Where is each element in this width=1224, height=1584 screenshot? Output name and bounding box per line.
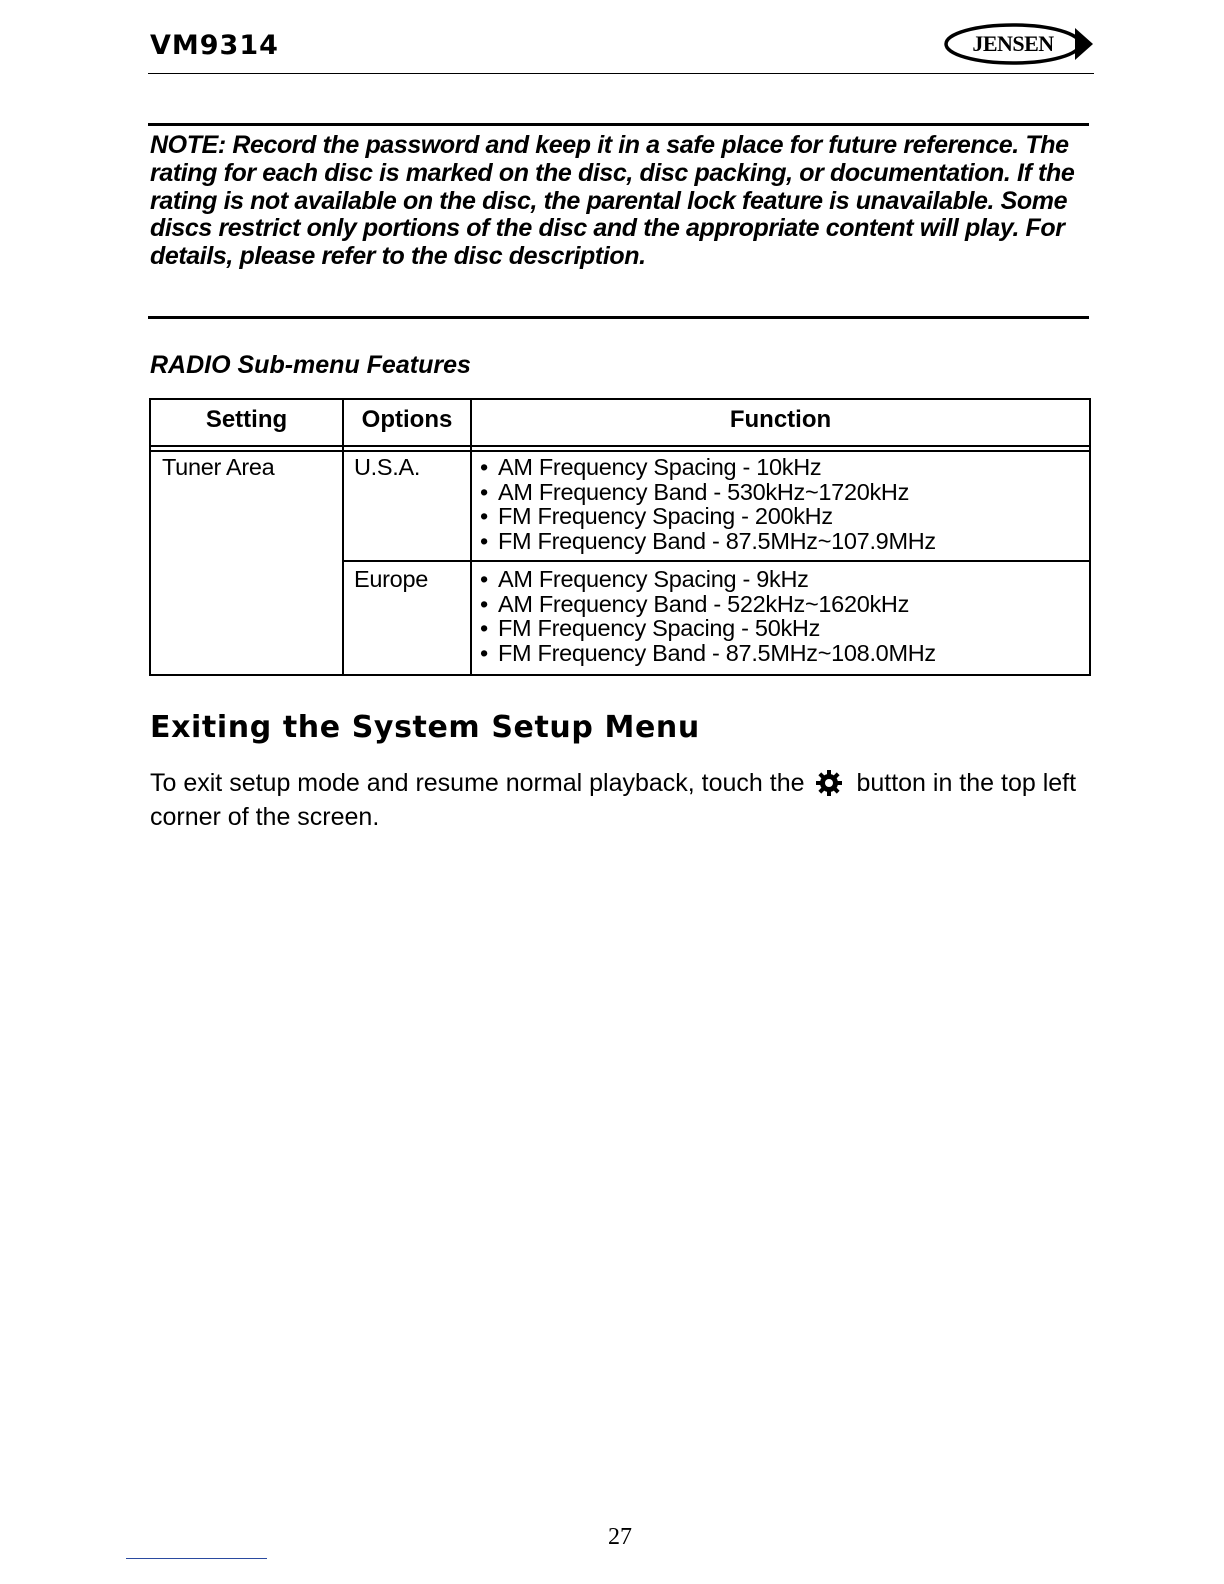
table-header-rule-2 xyxy=(149,450,1091,452)
list-item: • FM Frequency Band - 87.5MHz~107.9MHz xyxy=(480,527,936,554)
list-item: • FM Frequency Spacing - 50kHz xyxy=(480,615,821,641)
table-col-sep-1 xyxy=(342,398,344,676)
jensen-logo-text: JENSEN xyxy=(972,31,1054,56)
table-col-sep-2 xyxy=(470,398,472,676)
radio-submenu-title: RADIO Sub-menu Features xyxy=(150,351,471,379)
gear-icon xyxy=(815,769,843,797)
setting-tuner-area: Tuner Area xyxy=(162,454,275,480)
table-header-rule-1 xyxy=(149,445,1091,447)
footer-divider xyxy=(126,1558,267,1559)
list-item: • FM Frequency Band - 87.5MHz~108.0MHz xyxy=(480,639,936,666)
table-border-bottom xyxy=(149,674,1091,676)
table-header-options: Options xyxy=(361,406,453,433)
list-item: • AM Frequency Spacing - 9kHz xyxy=(480,566,809,592)
table-header-function: Function xyxy=(729,406,832,433)
list-item: • FM Frequency Spacing - 200kHz xyxy=(480,503,833,529)
list-item: • AM Frequency Spacing - 10kHz xyxy=(480,454,822,480)
table-border-right xyxy=(1089,398,1091,676)
note-text: NOTE: Record the password and keep it in a safe place for future reference. The rating for each disc is marked on the disc, disc packing, or documentation. If the rating is not available on the disc, the parental lock feature is unavailable. Some discs restrict only portions of the disc and the appropriate content will play. For details, please refer to the disc description. xyxy=(150,131,1075,271)
table-row-sep xyxy=(342,560,1091,562)
function-list-europe xyxy=(480,567,936,665)
table-border-top xyxy=(149,398,1091,400)
exit-text-after: button in the top left corner of the screen. xyxy=(150,769,1077,831)
table-border-left xyxy=(149,398,151,676)
page-number: 27 xyxy=(608,1524,632,1550)
list-item: • AM Frequency Band - 522kHz~1620kHz xyxy=(480,590,910,617)
option-europe: Europe xyxy=(354,566,428,592)
table-header-setting: Setting xyxy=(205,406,288,433)
radio-features-table xyxy=(149,398,1091,676)
list-item: • AM Frequency Band - 530kHz~1720kHz xyxy=(480,478,910,505)
note-bottom-rule xyxy=(148,316,1089,319)
function-list-usa xyxy=(480,455,936,553)
exit-text-before: To exit setup mode and resume normal playback, touch the xyxy=(150,769,805,797)
model-name: VM9314 xyxy=(150,30,279,61)
note-top-rule xyxy=(148,123,1089,126)
section-title-exit: Exiting the System Setup Menu xyxy=(150,710,700,745)
exit-instructions xyxy=(150,766,1095,834)
option-usa: U.S.A. xyxy=(354,454,421,480)
jensen-logo xyxy=(944,22,1094,66)
header-divider xyxy=(148,73,1094,74)
